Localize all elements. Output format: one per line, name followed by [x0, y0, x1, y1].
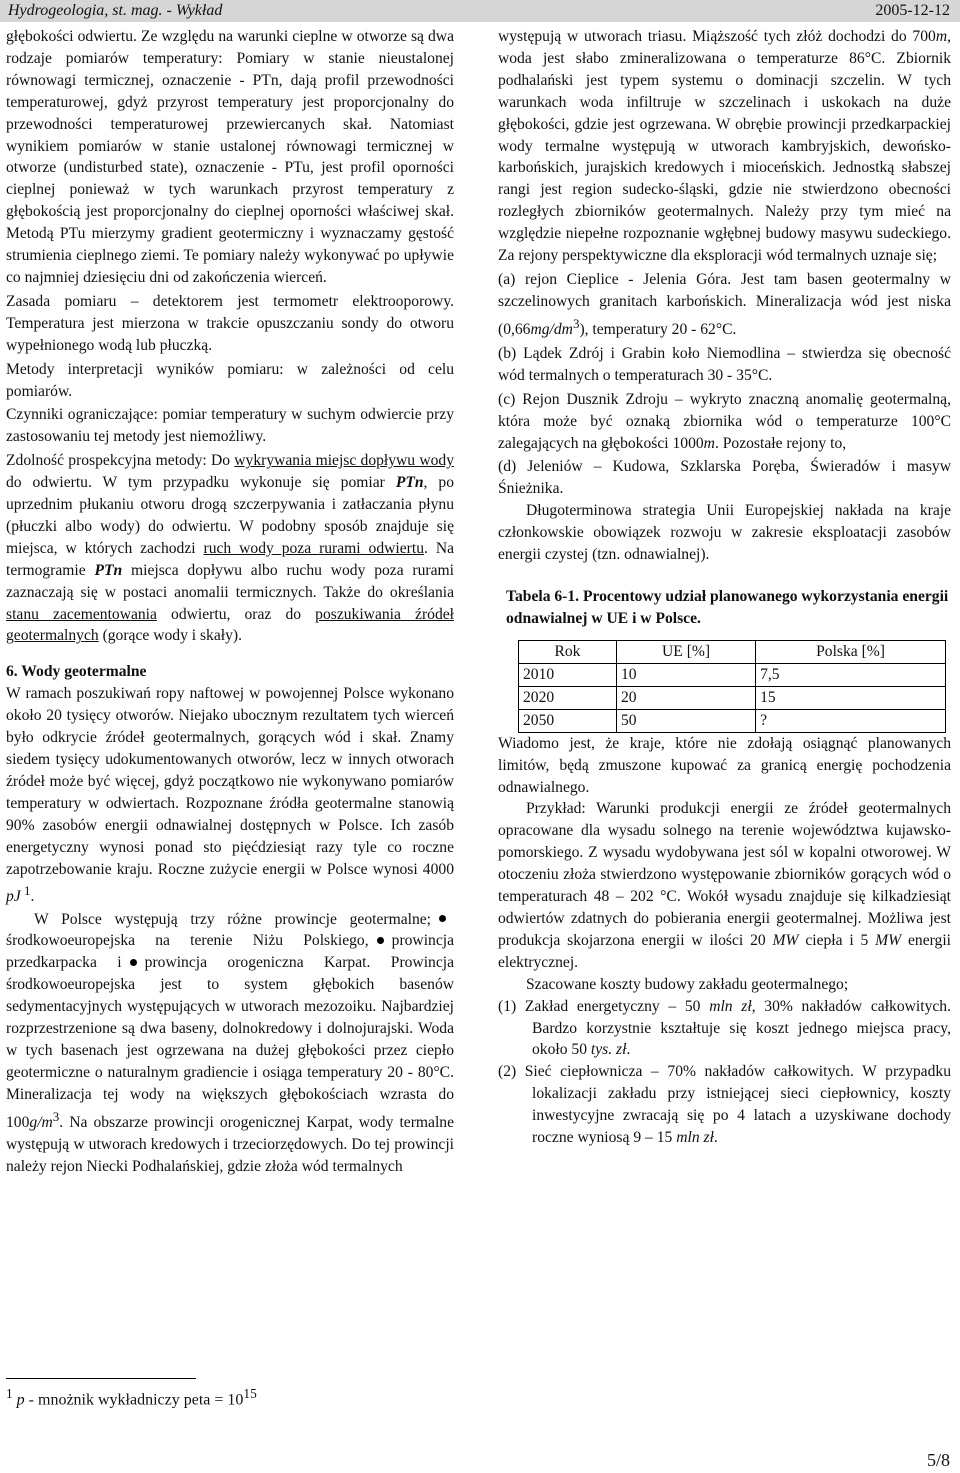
section-heading: 6. Wody geotermalne — [6, 663, 147, 681]
paragraph: Długoterminowa strategia Unii Europejskiej nakłada na kraje członkowskie obowiązek rozwoju w zakresie eksploatacji zasobów energii czystej (tzn. odnawialnej). — [498, 502, 951, 564]
table-header: Polska [%] — [756, 640, 946, 663]
list-item: (c) Rejon Dusznik Zdroju – wykryto znaczną anomalię geotermalną, która może być oznaką zbiornika wód o temperaturze 100°C zalegających na głębokości 1000m. Pozostałe rejony to, — [498, 390, 951, 452]
table-row — [519, 663, 946, 686]
right-column — [498, 26, 951, 1149]
footnote-divider — [6, 1378, 196, 1379]
paragraph: Wiadomo jest, że kraje, które nie zdołają osiągnąć planowanych limitów, będą zmuszone kupować za granicą energię pochodzenia odnawialnego. — [498, 734, 951, 796]
table-header: Rok — [519, 640, 617, 663]
header-date: 2005-12-12 — [875, 2, 950, 19]
left-column — [6, 26, 454, 1178]
paragraph: Przykład: Warunki produkcji energii ze źródeł geotermalnych opracowane dla wysadu solnego na terenie województwa kujawsko-pomorskiego. Z wysadu wydobywana jest sól w kopalni otworowej. W otoczeniu złoża stwierdzono występowanie zbiorników gorących wód o temperaturach 48 – 202 °C. Wokół wysadu znajduje się kilkadziesiąt odwiertów zdatnych do pobierania energii geotermalnej. Możliwa jest produkcja skojarzona energii w ilości 20 MW ciepła i 5 MW energii elektrycznej. — [498, 800, 951, 971]
paragraph: Czynniki ograniczające: pomiar temperatury w suchym odwiercie przy zastosowaniu tej metody jest niemożliwy. — [6, 406, 454, 446]
paragraph: Szacowane koszty budowy zakładu geotermalnego; — [526, 975, 849, 993]
data-table — [518, 640, 946, 733]
table-cell: 10 — [616, 663, 755, 686]
table-row — [519, 709, 946, 732]
bullet-icon — [377, 937, 384, 944]
paragraph: Zdolność prospekcyjna metody: Do wykrywania miejsc dopływu wody do odwiertu. W tym przypadku wykonuje się pomiar PTn, po uprzednim płukaniu otworu drogą szczerpywania i zatłaczania płynu (płuczki albo wody) do odwiertu. W podobny sposób znajduje się miejsca, w których zachodzi ruch wody poza rurami odwiertu. Na termogramie PTn miejsca dopływu albo ruchu wody poza rurami zaznaczają się w postaci anomalii termicznych. Także do określania stanu zacementowania odwiertu, oraz do poszukiwania źródeł geotermalnych (gorące wody i skały). — [6, 452, 455, 645]
table-cell: 15 — [756, 686, 946, 709]
table-cell: 7,5 — [756, 663, 946, 686]
paragraph: głębokości odwiertu. Ze względu na warunki cieplne w otworze są dwa rodzaje pomiarów temperatury: Pomiary w stanie nieustalonej równowagi termicznej, oznaczenie - PTn, dają profil przewodności temperaturowej, gdyż przyrost temperatury jest proporcjonalny do przewodności temperaturowej przewiercanych skał. Natomiast wynikiem pomiarów w stanie ustalonej równowagi termicznej w otworze (undisturbed state), oznaczenie - PTu, jest profil oporności cieplnej ponieważ w tych warunkach przyrost temperatury z głębokością jest proporcjonalny do cieplnej oporności właściwej skał. Metodą PTu mierzymy gradient geotermiczny i wyznaczamy gęstość strumienia cieplnego ziemi. Te pomiary należy wykonywać po upływie co najmniej dziesięciu dni od zakończenia wierceń. — [6, 28, 454, 286]
paragraph: W ramach poszukiwań ropy naftowej w powojennej Polsce wykonano około 20 tysięcy otworów. Niejako ubocznym rezultatem tych wierceń było odkrycie źródeł geotermalnych, gorących wód i skał. Znamy siedem tysięcy udokumentowanych otworów, lecz w innych otworach źródeł może być więcej, gdyż początkowo nie wykonywano pomiarów temperatury w odwiertach. Rozpoznane źródła geotermalne stanowią 90% zasobów energii odnawialnej dostępnych w Polsce. Ich zasób energetyczny wynosi ponad sto pięćdziesiąt razy tyle co roczne zapotrzebowanie kraju. Roczne zużycie energii w Polsce wynosi 4000 pJ $^1$. — [6, 685, 454, 906]
table-header: UE [%] — [616, 640, 755, 663]
table-row — [519, 686, 946, 709]
paragraph: Zasada pomiaru – detektorem jest termometr elektrooporowy. Temperatura jest mierzona w trakcie opuszczaniu sondy do otworu wypełnionego wodą lub płuczką. — [6, 292, 454, 354]
paragraph: Metody interpretacji wyników pomiaru: w zależności od celu pomiarów. — [6, 360, 454, 400]
bullet-icon — [130, 959, 137, 966]
list-item: (2) Sieć ciepłownicza – 70% nakładów całkowitych. W przypadku lokalizacji zakładu przy istniejącej sieci ciepłownicy, koszty inwestycyjne zwracają się po 4 latach a uzyskiwane dochody roczne wyniosą 9 – 15 mln zł. — [498, 1063, 951, 1147]
footnote: $^1$ p - mnożnik wykładniczy peta = $10^{15}$ — [6, 1386, 257, 1409]
list-item: (d) Jeleniów – Kudowa, Szklarska Poręba, Świeradów i masyw Śnieżnika. — [498, 458, 951, 498]
table-cell: 2050 — [519, 709, 617, 732]
list-item: (a) rejon Cieplice - Jelenia Góra. Jest tam basen geotermalny w szczelinowych granitach karbońskich. Mineralizacja wód jest niska $(0,66mg/dm^3)$, temperatury 20 - 62°C. — [498, 270, 951, 338]
table-cell: 2020 — [519, 686, 617, 709]
table-cell: 20 — [616, 686, 755, 709]
table-cell: ? — [756, 709, 946, 732]
bullet-icon — [439, 915, 446, 922]
table-cell: 2010 — [519, 663, 617, 686]
table-header-row — [519, 640, 946, 663]
paragraph: W Polsce występują trzy różne prowincje geotermalne;środkowoeuropejska na terenie Niżu Polskiego, prowincja przedkarpacka i prowincja orogeniczna Karpat. Prowincja środkowoeuropejska jest to system głębokich basenów sedymentacyjnych występujących w utworach mezozoiku. Najbardziej rozprzestrzenione są dwa baseny, dolnokredowy i dolnojurajski. Woda w tych basenach jest ogrzewana na dużej głębokości przez ciepło geotermiczne o naturalnym gradiencie i osiąga temperatury 20 - 80°C. Mineralizacja tej wody na większych głębokościach wzrasta do $100g/m^3$. Na obszarze prowincji orogenicznej Karpat, wody termalne występują w utworach kredowych i trzeciorzędowych. Do tej prowincji należy rejon Niecki Podhalańskiej, gdzie złoża wód termalnych — [6, 910, 454, 1175]
table-cell: 50 — [616, 709, 755, 732]
page-number: 5/8 — [926, 1450, 950, 1470]
page-header — [0, 0, 960, 22]
paragraph: występują w utworach triasu. Miąższość tych złóż dochodzi do 700m, woda jest słabo zmineralizowana o temperaturze 86°C. Zbiornik podhalański jest typem systemu o dominacji szczelin. W tych warunkach woda infiltruje w szczelinach i uskokach na duże głębokości, gdzie jest ogrzewana. W obrębie prowincji przedkarpackiej wody termalne występują w utworach kambryjskich, dewońsko-karbońskich, jurajskich kredowych i mioceńskich. Jednostką słabszej rangi jest region sudecko-śląski, gdzie nie stwierdzono obecności rozległych zbiorników geotermalnych. Należy przy tym mieć na względzie niepełne rozpoznanie wgłębnej budowy masywu sudeckiego. Za rejony perspektywiczne dla eksploracji wód termalnych uznaje się; — [498, 28, 951, 265]
header-title: Hydrogeologia, st. mag. - Wykład — [8, 2, 223, 19]
list-item: (b) Lądek Zdrój i Grabin koło Niemodlina – stwierdza się obecność wód termalnych o temperaturach 30 - 35°C. — [498, 344, 951, 384]
list-item: (1) Zakład energetyczny – 50 mln zł, 30% nakładów całkowitych. Bardzo korzystnie kształtuje się koszt jednego miejsca pracy, około 50 tys. zł. — [498, 997, 951, 1059]
table-caption: Tabela 6-1. Procentowy udział planowanego wykorzystania energii odnawialnej w UE i w Polsce. — [506, 587, 949, 627]
